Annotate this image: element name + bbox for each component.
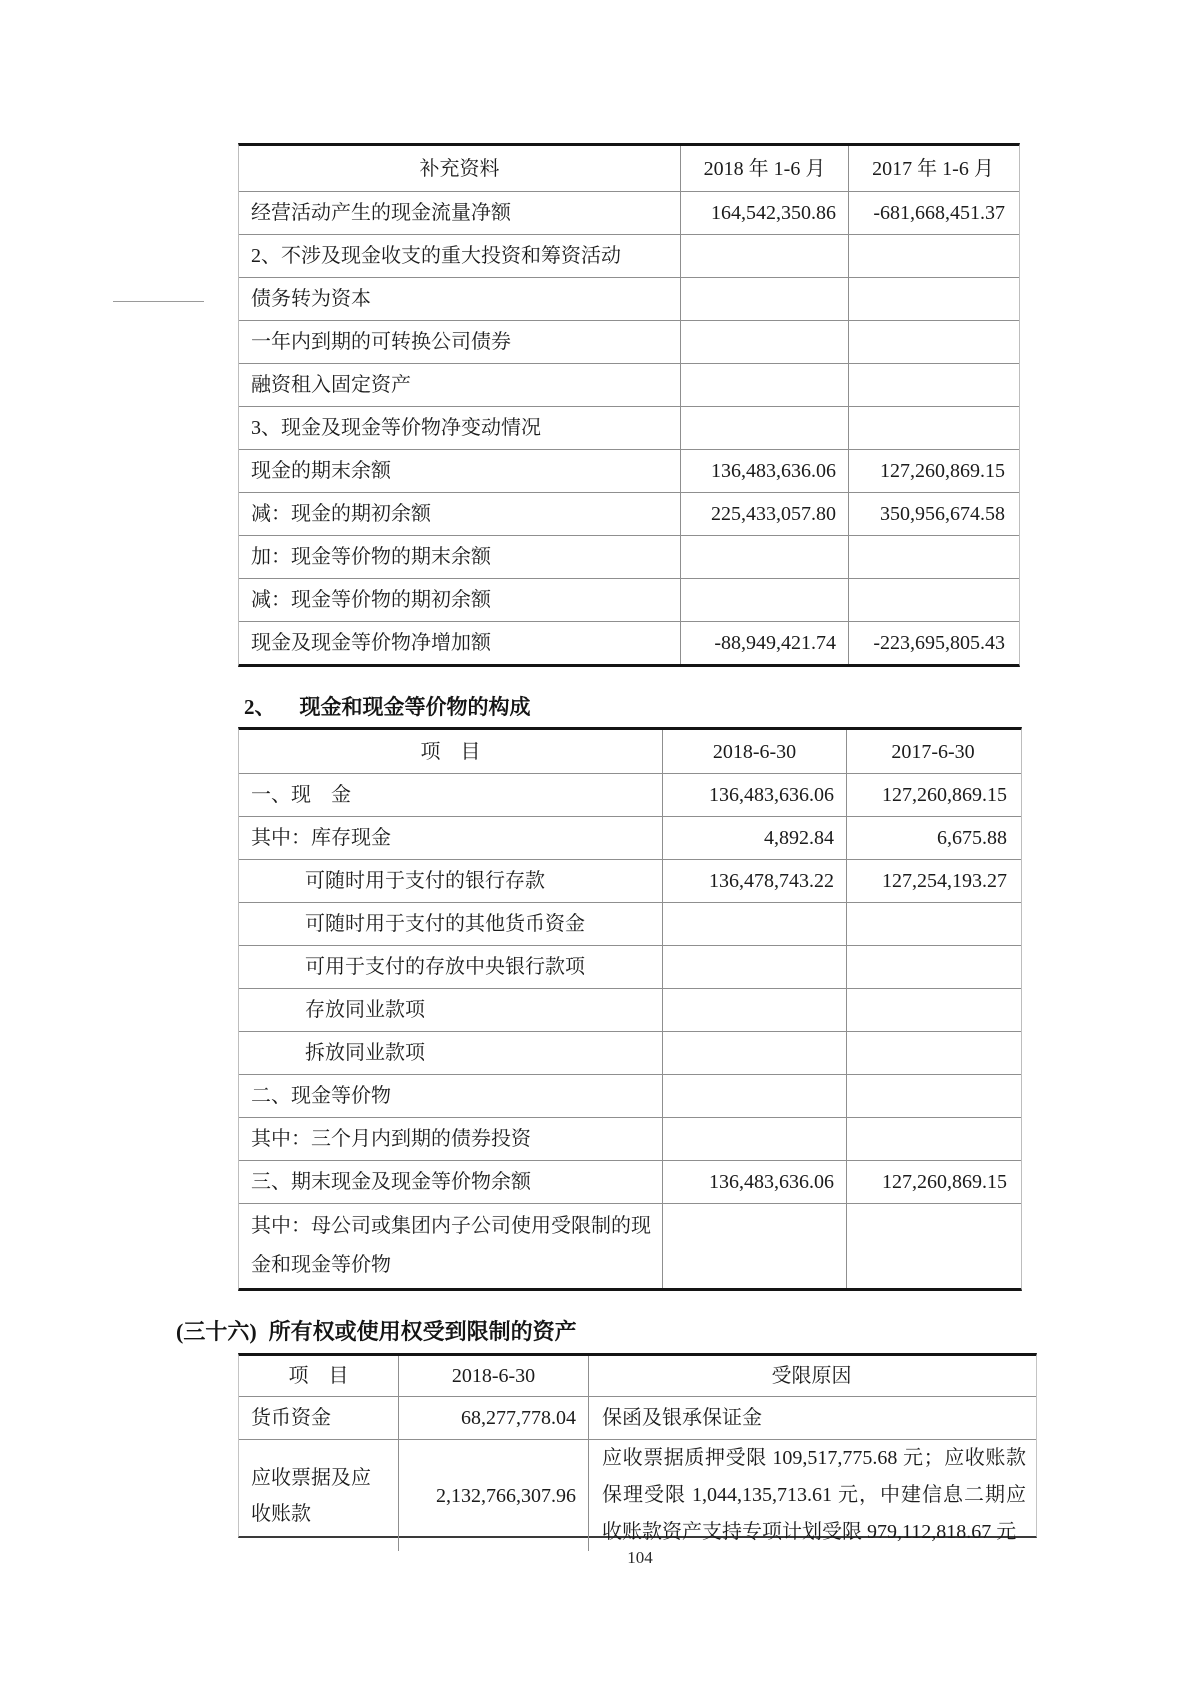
value-2017 bbox=[848, 407, 1017, 449]
table-header-row bbox=[239, 1356, 1036, 1397]
value-2017 bbox=[846, 903, 1019, 945]
table-row bbox=[239, 1161, 1021, 1204]
row-label: 加：现金等价物的期末余额 bbox=[251, 546, 491, 568]
value-2018 bbox=[680, 278, 848, 320]
value-2017 bbox=[846, 1075, 1019, 1117]
page-number: 104 bbox=[627, 1548, 653, 1567]
header-2018-date: 2018-6-30 bbox=[662, 730, 846, 773]
value-2017: 127,260,869.15 bbox=[848, 450, 1017, 492]
value-2017: 127,260,869.15 bbox=[846, 1161, 1019, 1203]
table-row bbox=[239, 321, 1019, 364]
value-2017 bbox=[848, 278, 1017, 320]
row-label: 存放同业款项 bbox=[305, 999, 425, 1021]
table-row bbox=[239, 579, 1019, 622]
table-row bbox=[239, 1075, 1021, 1118]
value-2017: 350,956,674.58 bbox=[848, 493, 1017, 535]
table-row bbox=[239, 1204, 1021, 1288]
value-2018 bbox=[680, 536, 848, 578]
value-2017: 6,675.88 bbox=[846, 817, 1019, 859]
value-2018 bbox=[680, 407, 848, 449]
table-row bbox=[239, 860, 1021, 903]
row-label: 2、不涉及现金收支的重大投资和筹资活动 bbox=[251, 245, 621, 267]
value-2018 bbox=[680, 579, 848, 621]
value-2018: 225,433,057.80 bbox=[680, 493, 848, 535]
value-2018 bbox=[680, 235, 848, 277]
table-header-row bbox=[239, 146, 1019, 192]
value-2017 bbox=[846, 1204, 1019, 1288]
row-label: 可随时用于支付的银行存款 bbox=[305, 870, 545, 892]
header-2017-period: 2017 年 1-6 月 bbox=[848, 146, 1017, 191]
value-2017 bbox=[848, 321, 1017, 363]
row-label: 可随时用于支付的其他货币资金 bbox=[305, 913, 585, 935]
row-label: 经营活动产生的现金流量净额 bbox=[251, 202, 511, 224]
value-2018: 4,892.84 bbox=[662, 817, 846, 859]
row-label: 融资租入固定资产 bbox=[251, 374, 411, 396]
row-label: 其中：母公司或集团内子公司使用受限制的现金和现金等价物 bbox=[251, 1215, 651, 1276]
section-heading-restricted-assets bbox=[176, 1315, 577, 1346]
row-label: 其中：库存现金 bbox=[251, 827, 391, 849]
row-amount: 68,277,778.04 bbox=[398, 1397, 588, 1439]
table-row bbox=[239, 235, 1019, 278]
table-row bbox=[239, 903, 1021, 946]
row-label: 可用于支付的存放中央银行款项 bbox=[305, 956, 585, 978]
table-row bbox=[239, 450, 1019, 493]
value-2018: 136,483,636.06 bbox=[680, 450, 848, 492]
row-label: 减：现金等价物的期初余额 bbox=[251, 589, 491, 611]
value-2017 bbox=[848, 579, 1017, 621]
table-row bbox=[239, 493, 1019, 536]
row-label: 减：现金的期初余额 bbox=[251, 503, 431, 525]
row-label: 拆放同业款项 bbox=[305, 1042, 425, 1064]
value-2017 bbox=[848, 536, 1017, 578]
cash-composition-table bbox=[238, 727, 1022, 1291]
row-label: 一、现 金 bbox=[251, 784, 351, 806]
row-restriction-reason: 应收票据质押受限 109,517,775.68 元；应收账款保理受限 1,044,135,713.61 元，中建信息二期应收账款资产支持专项计划受限 979,112,818.67 元 bbox=[588, 1440, 1034, 1551]
table-row bbox=[239, 407, 1019, 450]
header-2018-period: 2018 年 1-6 月 bbox=[680, 146, 848, 191]
table-row bbox=[239, 774, 1021, 817]
value-2017: -681,668,451.37 bbox=[848, 192, 1017, 234]
row-restriction-reason: 保函及银承保证金 bbox=[588, 1397, 1034, 1439]
header-2017-date: 2017-6-30 bbox=[846, 730, 1019, 773]
table-header-row bbox=[239, 730, 1021, 774]
row-label: 现金及现金等价物净增加额 bbox=[251, 632, 491, 654]
section-number: (三十六) bbox=[176, 1319, 257, 1344]
table-row bbox=[239, 1397, 1036, 1440]
table-row bbox=[239, 1032, 1021, 1075]
value-2018 bbox=[680, 364, 848, 406]
value-2018 bbox=[662, 1075, 846, 1117]
value-2018: 136,478,743.22 bbox=[662, 860, 846, 902]
table-row bbox=[239, 278, 1019, 321]
value-2017: -223,695,805.43 bbox=[848, 622, 1017, 664]
value-2018: 136,483,636.06 bbox=[662, 1161, 846, 1203]
supplementary-cash-flow-table bbox=[238, 143, 1020, 667]
table-row bbox=[239, 989, 1021, 1032]
value-2018 bbox=[662, 1032, 846, 1074]
value-2018: 164,542,350.86 bbox=[680, 192, 848, 234]
table-row bbox=[239, 946, 1021, 989]
value-2017 bbox=[846, 1032, 1019, 1074]
table-row bbox=[239, 622, 1019, 664]
table-row bbox=[239, 364, 1019, 407]
table-row bbox=[239, 536, 1019, 579]
value-2018: -88,949,421.74 bbox=[680, 622, 848, 664]
table-row bbox=[239, 1440, 1036, 1543]
section-number: 2、 bbox=[244, 695, 276, 719]
value-2017: 127,260,869.15 bbox=[846, 774, 1019, 816]
row-label: 现金的期末余额 bbox=[251, 460, 391, 482]
section-title: 所有权或使用权受到限制的资产 bbox=[268, 1319, 577, 1344]
table-row bbox=[239, 192, 1019, 235]
row-item: 货币资金 bbox=[251, 1407, 331, 1429]
value-2018 bbox=[662, 946, 846, 988]
restricted-assets-table bbox=[238, 1353, 1037, 1543]
row-label: 债务转为资本 bbox=[251, 288, 371, 310]
header-item: 补充资料 bbox=[419, 157, 500, 180]
row-label: 3、现金及现金等价物净变动情况 bbox=[251, 417, 541, 439]
header-restriction-reason: 受限原因 bbox=[588, 1356, 1034, 1396]
row-item: 应收票据及应收账款 bbox=[251, 1466, 371, 1525]
value-2017 bbox=[846, 946, 1019, 988]
row-label: 三、期末现金及现金等价物余额 bbox=[251, 1171, 531, 1193]
margin-annotation-line bbox=[113, 301, 204, 302]
row-label: 二、现金等价物 bbox=[251, 1085, 391, 1107]
value-2017: 127,254,193.27 bbox=[846, 860, 1019, 902]
value-2018 bbox=[662, 903, 846, 945]
value-2018: 136,483,636.06 bbox=[662, 774, 846, 816]
table-row bbox=[239, 1118, 1021, 1161]
row-label: 其中：三个月内到期的债券投资 bbox=[251, 1128, 531, 1150]
value-2017 bbox=[846, 989, 1019, 1031]
value-2018 bbox=[662, 1204, 846, 1288]
section-title: 现金和现金等价物的构成 bbox=[299, 695, 531, 719]
row-label: 一年内到期的可转换公司债券 bbox=[251, 331, 511, 353]
header-2018-date: 2018-6-30 bbox=[398, 1356, 588, 1396]
row-amount: 2,132,766,307.96 bbox=[398, 1440, 588, 1551]
value-2018 bbox=[662, 989, 846, 1031]
table-row bbox=[239, 817, 1021, 860]
value-2018 bbox=[662, 1118, 846, 1160]
section-heading-cash-composition bbox=[244, 691, 531, 721]
header-item: 项 目 bbox=[288, 1365, 349, 1387]
value-2017 bbox=[848, 364, 1017, 406]
value-2017 bbox=[846, 1118, 1019, 1160]
value-2018 bbox=[680, 321, 848, 363]
value-2017 bbox=[848, 235, 1017, 277]
header-item: 项 目 bbox=[420, 740, 481, 763]
